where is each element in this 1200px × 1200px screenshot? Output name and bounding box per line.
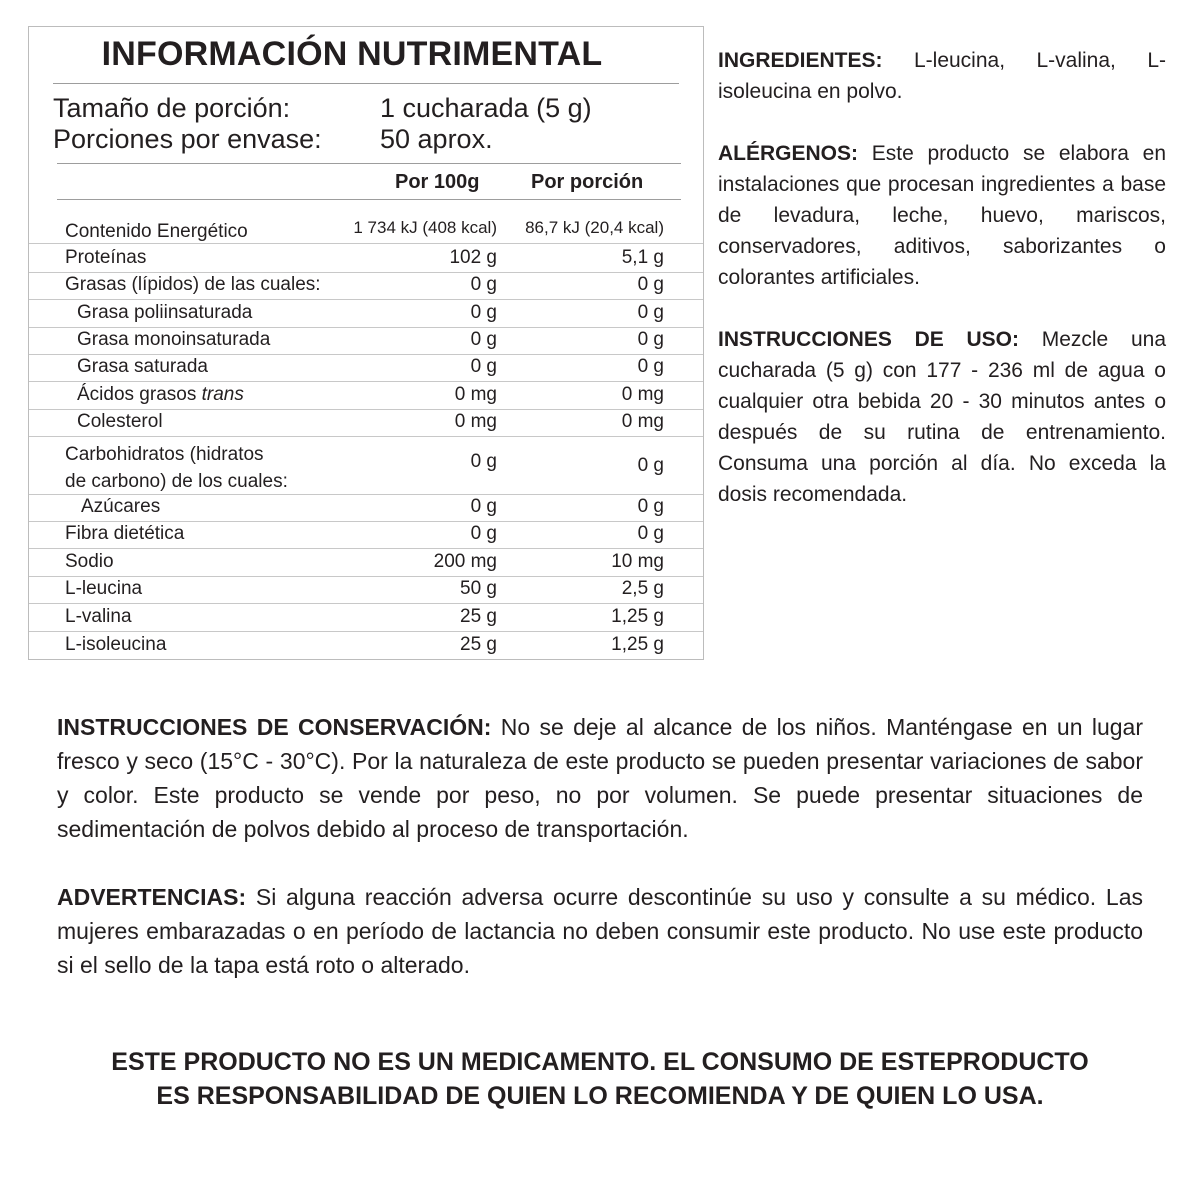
nutrient-value-per-100g: 0 g <box>470 302 497 323</box>
serving-size-row <box>53 93 592 124</box>
nutrient-name: Azúcares <box>81 496 161 517</box>
nutrient-value-per-100g: 0 g <box>470 496 497 517</box>
nutrient-value-per-serving: 1,25 g <box>611 634 664 655</box>
nutrient-row-protein <box>29 244 703 273</box>
usage-text: Mezcle una cucharada (5 g) con 177 - 236 ml de agua o cualquier otra bebida 20 - 30 minutos antes o después de su rutina de entrenamiento. Consuma una porción al día. No exceda la dosis recomendada. <box>718 328 1166 506</box>
nutrient-name-italic: trans <box>201 384 244 405</box>
disclaimer-line-2: ES RESPONSABILIDAD DE QUIEN LO RECOMIENDA Y DE QUIEN LO USA. <box>156 1082 1044 1110</box>
warnings-text: Si alguna reacción adversa ocurre descontinúe su uso y consulte a su médico. Las mujeres embarazadas o en período de lactancia no deben consumir este producto. No use este producto si el sello de la tapa está roto o alterado. <box>57 884 1143 978</box>
allergens-label: ALÉRGENOS: <box>718 142 859 165</box>
nutrient-value-per-100g: 0 g <box>470 274 497 295</box>
nutrient-name: Grasas (lípidos) de las cuales: <box>65 274 321 295</box>
usage-section <box>718 324 1166 510</box>
column-header-per-100g: Por 100g <box>395 171 480 193</box>
nutrient-value-per-100g: 0 mg <box>454 384 497 405</box>
nutrient-row-l-leucine <box>29 577 703 604</box>
nutrient-value-per-100g: 0 g <box>470 523 497 544</box>
nutrient-value-per-serving: 1,25 g <box>611 606 664 627</box>
nutrition-title: INFORMACIÓN NUTRIMENTAL <box>101 35 603 73</box>
nutrient-name: Colesterol <box>77 411 163 432</box>
nutrition-facts-panel <box>28 26 704 660</box>
nutrient-value-per-serving: 10 mg <box>611 551 664 572</box>
nutrient-name: Grasa poliinsaturada <box>77 302 253 323</box>
allergens-section <box>718 138 1166 293</box>
ingredients-section <box>718 45 1166 107</box>
ingredients-label: INGREDIENTES: <box>718 49 883 72</box>
nutrient-value-per-100g: 25 g <box>460 606 497 627</box>
nutrient-value-per-serving: 86,7 kJ (20,4 kcal) <box>525 218 664 237</box>
servings-per-container-row <box>53 124 493 155</box>
nutrient-name: Grasa monoinsaturada <box>77 329 271 350</box>
storage-section <box>57 710 1143 846</box>
nutrient-value-per-100g: 25 g <box>460 634 497 655</box>
nutrient-row-carbohydrates <box>29 437 703 495</box>
nutrient-name-line2: de carbono) de los cuales: <box>65 471 288 492</box>
allergens-text: Este producto se elabora en instalaciones que procesan ingredientes a base de levadura, leche, huevo, mariscos, conservadores, aditivos, saborizantes o colorantes artificiales. <box>718 142 1166 289</box>
nutrient-row-l-valine <box>29 604 703 632</box>
nutrient-row-fiber <box>29 522 703 549</box>
nutrient-row-saturated-fat <box>29 355 703 382</box>
storage-text: No se deje al alcance de los niños. Manténgase en un lugar fresco y seco (15°C - 30°C). Por la naturaleza de este producto se pueden presentar variaciones de sabor y color. Este producto se vende por peso, no por volumen. Se puede presentar situaciones de sedimentación de polvos debido al proceso de transportación. <box>57 714 1143 842</box>
warnings-label: ADVERTENCIAS: <box>57 884 247 910</box>
nutrient-value-per-serving: 5,1 g <box>621 247 664 268</box>
nutrient-row-sugars <box>29 495 703 522</box>
warnings-section <box>57 880 1143 982</box>
nutrient-name: Grasa saturada <box>77 356 208 377</box>
nutrient-row-l-isoleucine <box>29 632 703 659</box>
divider <box>53 83 679 84</box>
nutrient-row-polyunsaturated-fat <box>29 300 703 328</box>
nutrient-row-fat <box>29 273 703 300</box>
product-info-column <box>718 45 1166 541</box>
nutrient-value-per-100g: 50 g <box>460 578 497 599</box>
nutrient-name: Sodio <box>65 551 114 572</box>
nutrient-row-monounsaturated-fat <box>29 328 703 355</box>
nutrient-value-per-100g: 1 734 kJ (408 kcal) <box>353 218 497 237</box>
usage-label: INSTRUCCIONES DE USO: <box>718 328 1019 351</box>
nutrient-name <box>77 384 244 406</box>
nutrient-value-per-100g: 0 g <box>470 356 497 377</box>
nutrient-value-per-100g: 0 mg <box>454 411 497 432</box>
nutrient-name: L-leucina <box>65 578 143 599</box>
nutrient-value-per-serving: 0 g <box>637 302 664 323</box>
disclaimer <box>0 1045 1200 1113</box>
nutrient-value-per-serving: 2,5 g <box>621 578 664 599</box>
nutrient-value-per-serving: 0 g <box>637 356 664 377</box>
ingredients-text: L-leucina, L-valina, L-isoleucina en polvo. <box>718 49 1166 103</box>
nutrient-row-sodium <box>29 549 703 577</box>
servings-value: 50 aprox. <box>380 124 493 154</box>
column-header-per-serving: Por porción <box>531 171 644 193</box>
nutrient-value-per-serving: 0 mg <box>621 411 664 432</box>
nutrient-value-per-100g: 102 g <box>449 247 497 268</box>
nutrient-name: L-valina <box>65 606 132 627</box>
nutrient-name: Proteínas <box>65 247 147 268</box>
nutrient-name <box>65 441 288 495</box>
nutrient-name: L-isoleucina <box>65 634 167 655</box>
serving-size-value: 1 cucharada (5 g) <box>380 93 592 123</box>
nutrient-value-per-serving: 0 g <box>637 455 664 476</box>
disclaimer-line-1: ESTE PRODUCTO NO ES UN MEDICAMENTO. EL CONSUMO DE ESTEPRODUCTO <box>111 1048 1089 1076</box>
servings-label: Porciones por envase: <box>53 124 322 154</box>
nutrient-row-trans-fat <box>29 382 703 410</box>
nutrient-name-prefix: Ácidos grasos <box>77 384 202 405</box>
nutrient-value-per-serving: 0 g <box>637 496 664 517</box>
nutrient-name-line1: Carbohidratos (hidratos <box>65 444 264 465</box>
nutrient-value-per-serving: 0 mg <box>621 384 664 405</box>
nutrient-value-per-100g: 0 g <box>470 451 497 472</box>
nutrient-value-per-serving: 0 g <box>637 523 664 544</box>
nutrient-row-cholesterol <box>29 410 703 437</box>
nutrient-value-per-serving: 0 g <box>637 329 664 350</box>
nutrient-name: Contenido Energético <box>65 221 248 242</box>
serving-size-label: Tamaño de porción: <box>53 93 291 123</box>
bottom-text-block <box>57 710 1143 1016</box>
nutrient-value-per-serving: 0 g <box>637 274 664 295</box>
divider <box>57 163 681 164</box>
nutrient-value-per-100g: 0 g <box>470 329 497 350</box>
storage-label: INSTRUCCIONES DE CONSERVACIÓN: <box>57 714 492 740</box>
nutrient-name: Fibra dietética <box>65 523 185 544</box>
nutrient-value-per-100g: 200 mg <box>433 551 497 572</box>
nutrient-row-energy <box>29 200 703 244</box>
